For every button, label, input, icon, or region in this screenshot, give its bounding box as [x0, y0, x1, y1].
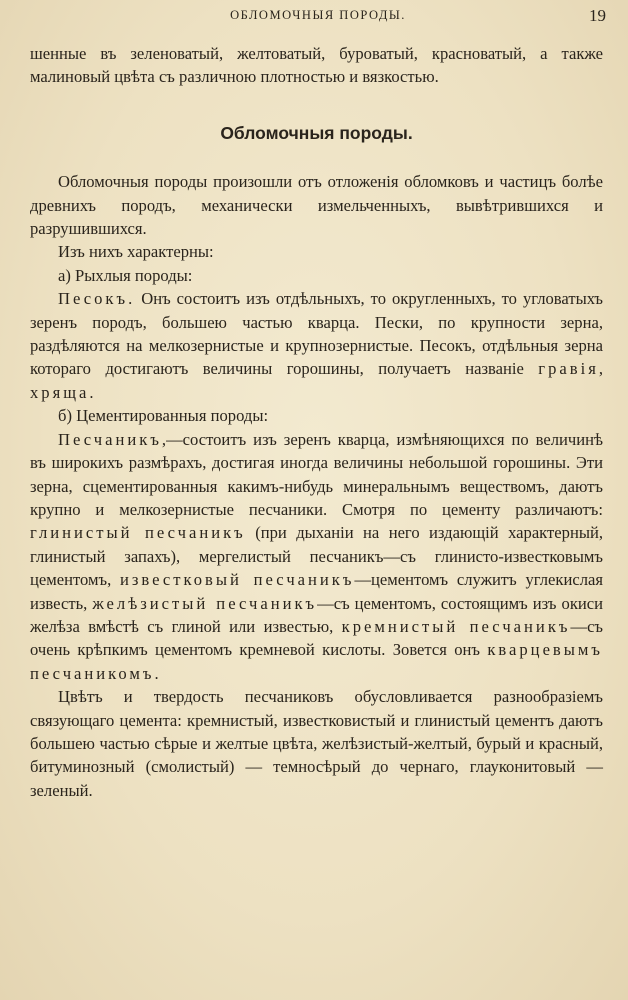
- page-number: 19: [589, 6, 606, 25]
- sandstone-text-4: —съ цементомъ, состоящимъ изъ окиси желѣза вмѣстѣ съ глиной или известью,: [30, 593, 604, 636]
- term-iron-sandstone: желѣзистый песчаникъ: [92, 593, 318, 613]
- sandstone-end: .: [154, 663, 159, 683]
- sandstone-paragraph: [30, 428, 603, 685]
- running-title: ОБЛОМОЧНЫЯ ПОРОДЫ.: [230, 8, 406, 22]
- term-sandstone: Песчаникъ: [58, 429, 162, 449]
- color-paragraph: Цвѣтъ и твердость песчаниковъ обусловливается разнообразіемъ связующаго цемента: кремнистый, известковистый и глинистый цементъ даютъ большею частью сѣрые и желтые цвѣта, желѣзистый-желтый, бурый и красный, битуминозный (смолистый) — темносѣрый до чернаго, глауконитовый — зеленый.: [30, 687, 603, 800]
- term-lime-sandstone: известковый песчаникъ: [119, 570, 355, 590]
- sandstone-text-5: —съ очень крѣпкимъ цементомъ кремневой кислоты. Зовется онъ: [30, 616, 604, 660]
- sandstone-text-3: —цементомъ служитъ углекислая известь,: [30, 570, 603, 613]
- term-gravel: гравія: [538, 359, 599, 379]
- term-silica-sandstone: кремнистый песчаникъ: [341, 616, 571, 636]
- page-body: [30, 42, 603, 802]
- sandstone-text-2: (при дыханіи на него издающій характерный, глинистый запахъ), мергелистый песчаникъ—съ глинисто-известковымъ цементомъ,: [30, 523, 603, 590]
- characteristic-line: Изъ нихъ характерны:: [58, 242, 214, 262]
- section-title: Обломочныя породы.: [220, 122, 413, 143]
- continuation-paragraph: шенные въ зеленоватый, желтоватый, буроватый, красноватый, а также малиновый цвѣта съ различною плотностью и вязкостью.: [30, 44, 603, 87]
- term-quartz-sandstone: кварцевымъ песчаникомъ: [30, 640, 603, 683]
- intro-paragraph: Обломочныя породы произошли отъ отложенія обломковъ и частицъ болѣе древнихъ породъ, механически измельченныхъ, вывѣтрившихся и разрушившихся.: [30, 172, 603, 239]
- term-clay-sandstone: глинистый песчаникъ: [30, 523, 246, 543]
- term-sand: Песокъ.: [58, 289, 136, 309]
- sandstone-text-1: ,—состоитъ изъ зеренъ кварца, измѣняющихся по величинѣ въ широкихъ размѣрахъ, достигая иногда величины небольшой горошины. Эти зерна, сцементированныя какимъ-нибудь минеральнымъ веществомъ, даютъ крупно и мелкозернистые песчаники. Смотря по цементу различаютъ:: [30, 429, 603, 519]
- page-header: [30, 6, 606, 30]
- sand-comma: ,: [598, 359, 603, 379]
- sand-text-1: Онъ состоитъ изъ отдѣльныхъ, то округленныхъ, то угловатыхъ зеренъ породъ, большею частью кварца. Пески, по крупности зерна, раздѣляются на мелкозернистые и крупнозернистые. Песокъ, отдѣльныя зерна котораго достигаютъ величины горошины, получаетъ названіе: [30, 289, 603, 379]
- term-khryasch: хряща: [30, 382, 90, 402]
- subheading-loose-rocks: а) Рыхлыя породы:: [58, 265, 193, 285]
- subheading-cemented-rocks: б) Цементированныя породы:: [58, 406, 269, 426]
- sand-paragraph: [30, 287, 603, 404]
- sand-end: .: [89, 382, 94, 402]
